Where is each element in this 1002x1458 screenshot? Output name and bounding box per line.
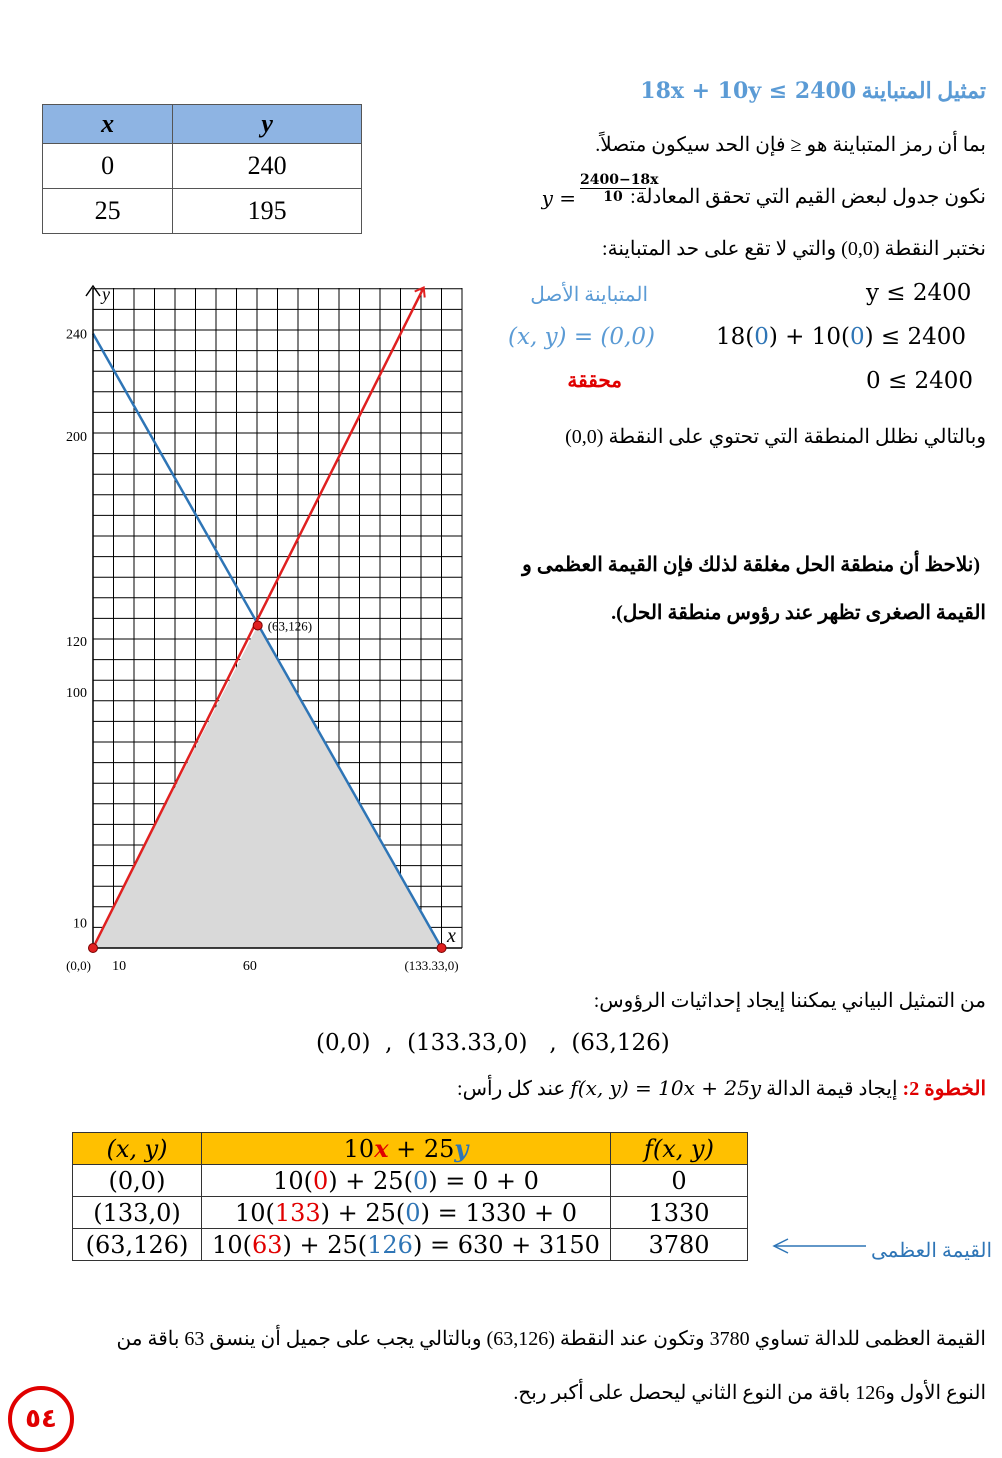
result-part: = 630 + 3150	[422, 1230, 600, 1259]
table-cell: 10(133) + 25(0) = 1330 + 0	[202, 1197, 611, 1229]
vertex-label: (133.33,0)	[404, 958, 459, 973]
sub-part: ) ≤ 2400	[864, 324, 967, 350]
x-value: 133	[274, 1198, 321, 1227]
title-inequality: 18x + 10y ≤ 2400	[640, 78, 857, 104]
conclusion-line-2: النوع الأول و126 باقة من النوع الثاني ليحصل على أكبر ربح.	[513, 1382, 986, 1404]
expr-x: x	[374, 1134, 389, 1163]
table-cell: 0	[43, 144, 173, 189]
table-row	[43, 144, 362, 189]
sub-zero: 0	[754, 324, 769, 350]
fraction-denominator: 10	[603, 189, 623, 205]
expr-y: y	[454, 1134, 469, 1163]
y-tick-label: 200	[66, 430, 87, 445]
table-cell: 195	[173, 189, 362, 234]
test-original-inequality: y ≤ 2400	[866, 280, 972, 306]
step2-text: إيجاد قيمة الدالة	[766, 1078, 898, 1100]
vertex-point	[437, 944, 446, 953]
arrow-left-icon	[770, 1236, 870, 1256]
result-part: = 1330 + 0	[429, 1198, 578, 1227]
table-cell: 3780	[611, 1229, 748, 1261]
test-point-label: (x, y) = (0,0)	[508, 324, 655, 350]
y-axis-label: y	[102, 284, 110, 304]
closed-region-note-2: القيمة الصغرى تظهر عند رؤوس منطقة الحل).	[611, 602, 986, 624]
y-tick-label: 100	[66, 686, 87, 701]
sub-part: 18(	[716, 324, 755, 350]
vertex-label: (63,126)	[267, 618, 313, 634]
table-cell: 10(0) + 25(0) = 0 + 0	[202, 1165, 611, 1197]
table-cell: 1330	[611, 1197, 748, 1229]
expr-part: + 25	[388, 1135, 455, 1163]
result-part: = 0 + 0	[437, 1166, 539, 1195]
shaded-solution-region	[93, 625, 442, 948]
header-point: (x, y)	[73, 1133, 202, 1165]
header-expression	[202, 1133, 611, 1165]
step2-label: الخطوة 2:	[902, 1078, 986, 1100]
x-axis-label: x	[447, 925, 456, 947]
y-value: 0	[412, 1166, 429, 1195]
evaluation-table	[72, 1132, 748, 1261]
vertex-point	[89, 944, 98, 953]
page-number: ٥٤	[8, 1386, 74, 1452]
x-value: 63	[251, 1230, 283, 1259]
equation-intro: نكون جدول لبعض القيم التي تحقق المعادلة:	[630, 186, 986, 208]
vertices-intro: من التمثيل البياني يمكننا إيجاد إحداثيات الرؤوس:	[593, 990, 986, 1012]
vertices-list: (0,0) , (133.33,0) , (63,126)	[316, 1030, 670, 1056]
equation-lhs: y =	[541, 186, 576, 210]
table-cell: 0	[611, 1165, 748, 1197]
y-tick-label: 10	[73, 916, 87, 932]
objective-function: f(x, y) = 10x + 25y	[570, 1076, 762, 1100]
table-header-y: y	[173, 105, 362, 144]
equation-fraction	[580, 172, 659, 205]
y-value: 0	[405, 1198, 421, 1227]
conclusion-line-1: القيمة العظمى للدالة تساوي 3780 وتكون عند النقطة (63,126) وبالتالي يجب على جميل أن ينسق 63 باقة من	[116, 1328, 986, 1350]
vertex-point	[253, 621, 262, 630]
x-value: 0	[313, 1166, 329, 1195]
step2-line	[457, 1076, 986, 1101]
x-tick-label: 60	[242, 959, 257, 974]
header-value: f(x, y)	[611, 1133, 748, 1165]
sub-part: ) + 10(	[768, 324, 850, 350]
table-header-x: x	[43, 105, 173, 144]
inequality-graph	[40, 280, 480, 980]
table-cell: (63,126)	[73, 1229, 202, 1261]
table-cell: (133,0)	[73, 1197, 202, 1229]
boundary-type-text: بما أن رمز المتباينة هو ≤ فإن الحد سيكون متصلاً.	[595, 134, 986, 156]
x-tick-label: 10	[112, 959, 127, 974]
section-title	[640, 78, 986, 104]
test-original-label: المتباينة الأصل	[530, 284, 648, 306]
vertex-label: (0,0)	[66, 958, 91, 973]
test-result-label: محققة	[567, 370, 622, 392]
table-row	[73, 1229, 748, 1261]
test-result-inequality: 0 ≤ 2400	[866, 368, 974, 394]
table-cell: (0,0)	[73, 1165, 202, 1197]
test-point-intro: نختبر النقطة (0,0) والتي لا تقع على حد المتباينة:	[602, 238, 986, 260]
table-row	[43, 189, 362, 234]
y-tick-label: 120	[66, 634, 87, 650]
fraction-numerator: 2400−18x	[580, 172, 659, 188]
table-row	[73, 1197, 748, 1229]
test-substitution	[716, 324, 966, 350]
y-tick-label: 240	[66, 327, 87, 343]
shade-note: وبالتالي نظلل المنطقة التي تحتوي على النقطة (0,0)	[565, 426, 986, 448]
sub-zero: 0	[850, 324, 865, 350]
title-arabic: تمثيل المتباينة	[861, 78, 986, 103]
max-value-label: القيمة العظمى	[870, 1240, 992, 1262]
y-value: 126	[367, 1230, 413, 1259]
closed-region-note-1: (نلاحظ أن منطقة الحل مغلقة لذلك فإن القيمة العظمى و	[522, 554, 980, 576]
table-cell: 25	[43, 189, 173, 234]
table-cell: 10(63) + 25(126) = 630 + 3150	[202, 1229, 611, 1261]
table-row	[73, 1165, 748, 1197]
table-header-row	[73, 1133, 748, 1165]
table-cell: 240	[173, 144, 362, 189]
xy-values-table	[42, 104, 362, 234]
step2-text-end: عند كل رأس:	[457, 1078, 566, 1100]
equation-line	[426, 172, 986, 220]
expr-part: 10	[343, 1135, 375, 1163]
